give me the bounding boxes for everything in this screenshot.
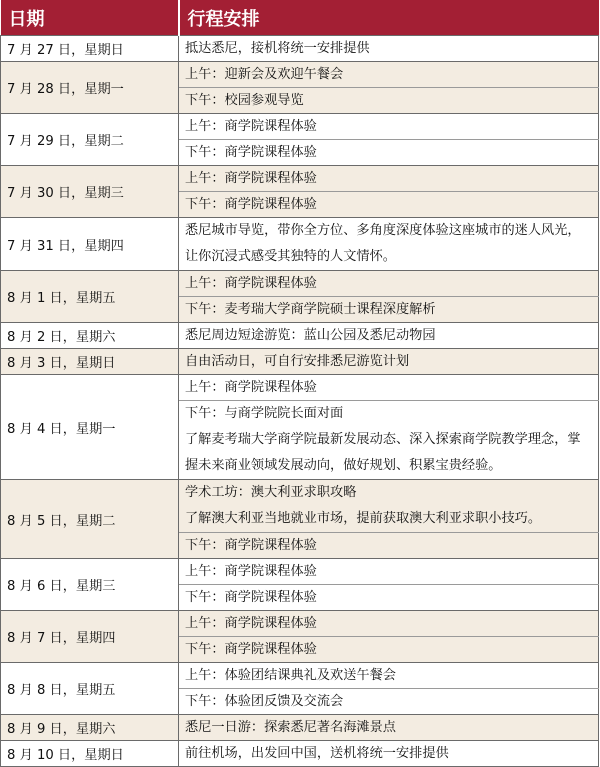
day-date: 8 月 10 日，星期日 — [1, 741, 179, 767]
plan-item: 上午：商学院课程体验 — [179, 375, 599, 401]
day-date: 8 月 7 日，星期四 — [1, 611, 179, 663]
day-date: 8 月 5 日，星期二 — [1, 480, 179, 559]
plan-item: 下午：商学院课程体验 — [179, 585, 599, 611]
day-date: 8 月 6 日，星期三 — [1, 559, 179, 611]
plan-item: 学术工坊：澳大利亚求职攻略 — [185, 485, 357, 500]
plan-item: 下午：与商学院院长面对面 — [185, 406, 344, 421]
table-row — [1, 663, 599, 689]
plan-item: 下午：校园参观导览 — [179, 88, 599, 114]
table-row — [1, 375, 599, 401]
plan-item: 自由活动日，可自行安排悉尼游览计划 — [179, 349, 599, 375]
plan-item-with-note — [179, 480, 599, 533]
plan-item: 上午：迎新会及欢迎午餐会 — [179, 62, 599, 88]
plan-item: 上午：商学院课程体验 — [179, 611, 599, 637]
table-row — [1, 271, 599, 297]
plan-item: 下午：体验团反馈及交流会 — [179, 689, 599, 715]
plan-item: 上午：商学院课程体验 — [179, 559, 599, 585]
day-date: 8 月 3 日，星期日 — [1, 349, 179, 375]
plan-item: 抵达悉尼，接机将统一安排提供 — [179, 36, 599, 62]
table-row — [1, 166, 599, 192]
plan-note: 了解澳大利亚当地就业市场，提前获取澳大利亚求职小技巧。 — [185, 511, 542, 526]
plan-item: 下午：商学院课程体验 — [179, 637, 599, 663]
day-date: 7 月 27 日，星期日 — [1, 36, 179, 62]
table-row — [1, 715, 599, 741]
table-row — [1, 611, 599, 637]
day-date: 7 月 28 日，星期一 — [1, 62, 179, 114]
table-row — [1, 559, 599, 585]
plan-item: 前往机场，出发回中国，送机将统一安排提供 — [179, 741, 599, 767]
day-date: 8 月 1 日，星期五 — [1, 271, 179, 323]
day-date: 7 月 29 日，星期二 — [1, 114, 179, 166]
plan-item: 悉尼一日游：探索悉尼著名海滩景点 — [179, 715, 599, 741]
table-row — [1, 323, 599, 349]
plan-item: 上午：商学院课程体验 — [179, 114, 599, 140]
plan-item: 下午：麦考瑞大学商学院硕士课程深度解析 — [179, 297, 599, 323]
plan-item: 下午：商学院课程体验 — [179, 192, 599, 218]
table-row — [1, 62, 599, 88]
table-header-row — [1, 0, 599, 36]
day-date: 8 月 9 日，星期六 — [1, 715, 179, 741]
table-row — [1, 36, 599, 62]
plan-item-with-note — [179, 401, 599, 480]
day-date: 8 月 8 日，星期五 — [1, 663, 179, 715]
table-row — [1, 480, 599, 533]
day-date: 8 月 2 日，星期六 — [1, 323, 179, 349]
plan-item: 悉尼周边短途游览：蓝山公园及悉尼动物园 — [179, 323, 599, 349]
plan-item: 悉尼城市导览，带你全方位、多角度深度体验这座城市的迷人风光，让你沉浸式感受其独特的人文情怀。 — [179, 218, 599, 271]
plan-item: 上午：体验团结课典礼及欢送午餐会 — [179, 663, 599, 689]
plan-item: 下午：商学院课程体验 — [179, 140, 599, 166]
table-row — [1, 349, 599, 375]
header-date: 日期 — [1, 0, 179, 36]
day-date: 7 月 30 日，星期三 — [1, 166, 179, 218]
plan-item: 上午：商学院课程体验 — [179, 271, 599, 297]
day-date: 8 月 4 日，星期一 — [1, 375, 179, 480]
plan-note: 了解麦考瑞大学商学院最新发展动态、深入探索商学院教学理念，掌握未来商业领域发展动向，做好规划、积累宝贵经验。 — [185, 432, 581, 473]
table-row — [1, 218, 599, 271]
plan-item: 下午：商学院课程体验 — [179, 533, 599, 559]
header-plan: 行程安排 — [179, 0, 599, 36]
table-row — [1, 114, 599, 140]
day-date: 7 月 31 日，星期四 — [1, 218, 179, 271]
plan-item: 上午：商学院课程体验 — [179, 166, 599, 192]
